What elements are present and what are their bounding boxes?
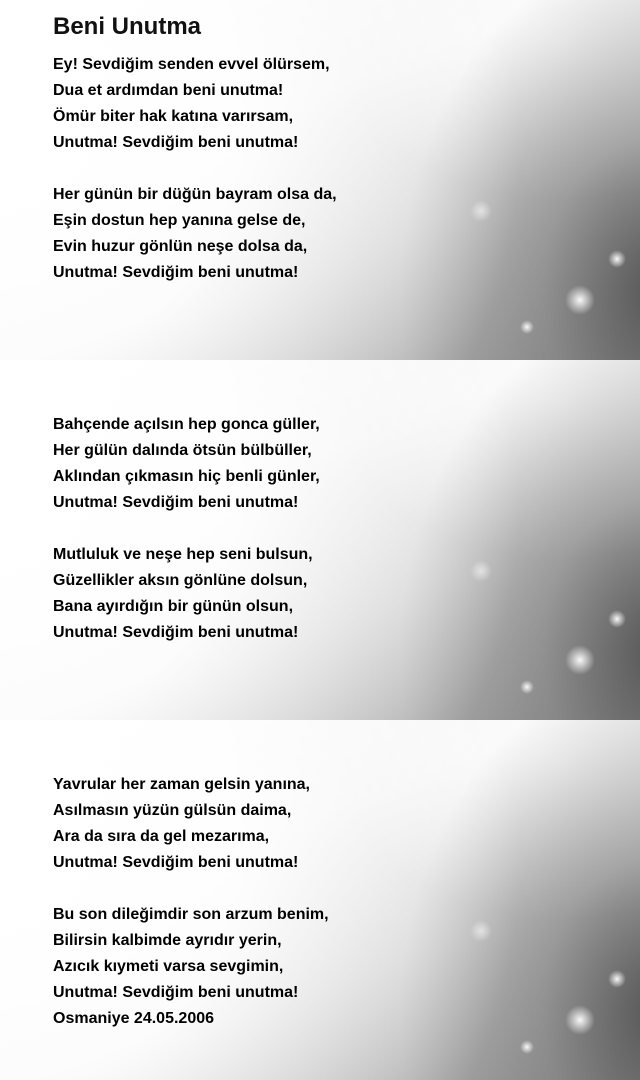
sparkle-decoration xyxy=(565,285,595,315)
stanza xyxy=(53,52,337,156)
poem-line: Ömür biter hak katına varırsam, xyxy=(53,108,294,125)
poem-line: Unutma! Sevdiğim beni unutma! xyxy=(53,494,299,511)
poem-line: Unutma! Sevdiğim beni unutma! xyxy=(53,854,299,871)
sparkle-decoration xyxy=(470,920,492,942)
poem-line: Evin huzur gönlün neşe dolsa da, xyxy=(53,238,308,255)
poem-line: Her gülün dalında ötsün bülbüller, xyxy=(53,442,312,459)
stanza xyxy=(53,772,329,876)
stanza-group xyxy=(53,772,329,1032)
poem-line: Güzellikler aksın gönlüne dolsun, xyxy=(53,572,308,589)
poem-line: Eşin dostun hep yanına gelse de, xyxy=(53,212,306,229)
sparkle-decoration xyxy=(608,610,626,628)
stanza xyxy=(53,542,320,646)
poem-line: Unutma! Sevdiğim beni unutma! xyxy=(53,134,299,151)
poem-line: Yavrular her zaman gelsin yanına, xyxy=(53,776,310,793)
poem-line: Unutma! Sevdiğim beni unutma! xyxy=(53,984,299,1001)
sparkle-decoration xyxy=(520,320,534,334)
poem-line: Mutluluk ve neşe hep seni bulsun, xyxy=(53,546,313,563)
poem-title: Beni Unutma xyxy=(53,13,202,40)
sparkle-decoration xyxy=(565,1005,595,1035)
poem-line: Unutma! Sevdiğim beni unutma! xyxy=(53,624,299,641)
stanza xyxy=(53,182,337,286)
poem-line: Her günün bir düğün bayram olsa da, xyxy=(53,186,337,203)
stanza-group xyxy=(53,52,337,312)
stanza xyxy=(53,902,329,1032)
sparkle-decoration xyxy=(520,680,534,694)
poem-line: Azıcık kıymeti varsa sevgimin, xyxy=(53,958,284,975)
poem-line: Bilirsin kalbimde ayrıdır yerin, xyxy=(53,932,282,949)
poem-line: Ara da sıra da gel mezarıma, xyxy=(53,828,270,845)
poem-line: Aklından çıkmasın hiç benli günler, xyxy=(53,468,320,485)
poem-panel-3 xyxy=(0,720,640,1080)
sparkle-decoration xyxy=(608,250,626,268)
stanza-group xyxy=(53,412,320,672)
sparkle-decoration xyxy=(470,200,492,222)
sparkle-decoration xyxy=(470,560,492,582)
poem-line: Bahçende açılsın hep gonca güller, xyxy=(53,416,320,433)
poem-panel-1 xyxy=(0,0,640,360)
sparkle-decoration xyxy=(608,970,626,988)
sparkle-decoration xyxy=(565,645,595,675)
poem-line: Bana ayırdığın bir günün olsun, xyxy=(53,598,294,615)
poem-line: Ey! Sevdiğim senden evvel ölürsem, xyxy=(53,56,330,73)
poem-line: Bu son dileğimdir son arzum benim, xyxy=(53,906,329,923)
poem-line: Unutma! Sevdiğim beni unutma! xyxy=(53,264,299,281)
sparkle-decoration xyxy=(520,1040,534,1054)
poem-signature: Osmaniye 24.05.2006 xyxy=(53,1010,215,1027)
poem-panel-2 xyxy=(0,360,640,720)
poem-line: Dua et ardımdan beni unutma! xyxy=(53,82,284,99)
poem-line: Asılmasın yüzün gülsün daima, xyxy=(53,802,292,819)
stanza xyxy=(53,412,320,516)
